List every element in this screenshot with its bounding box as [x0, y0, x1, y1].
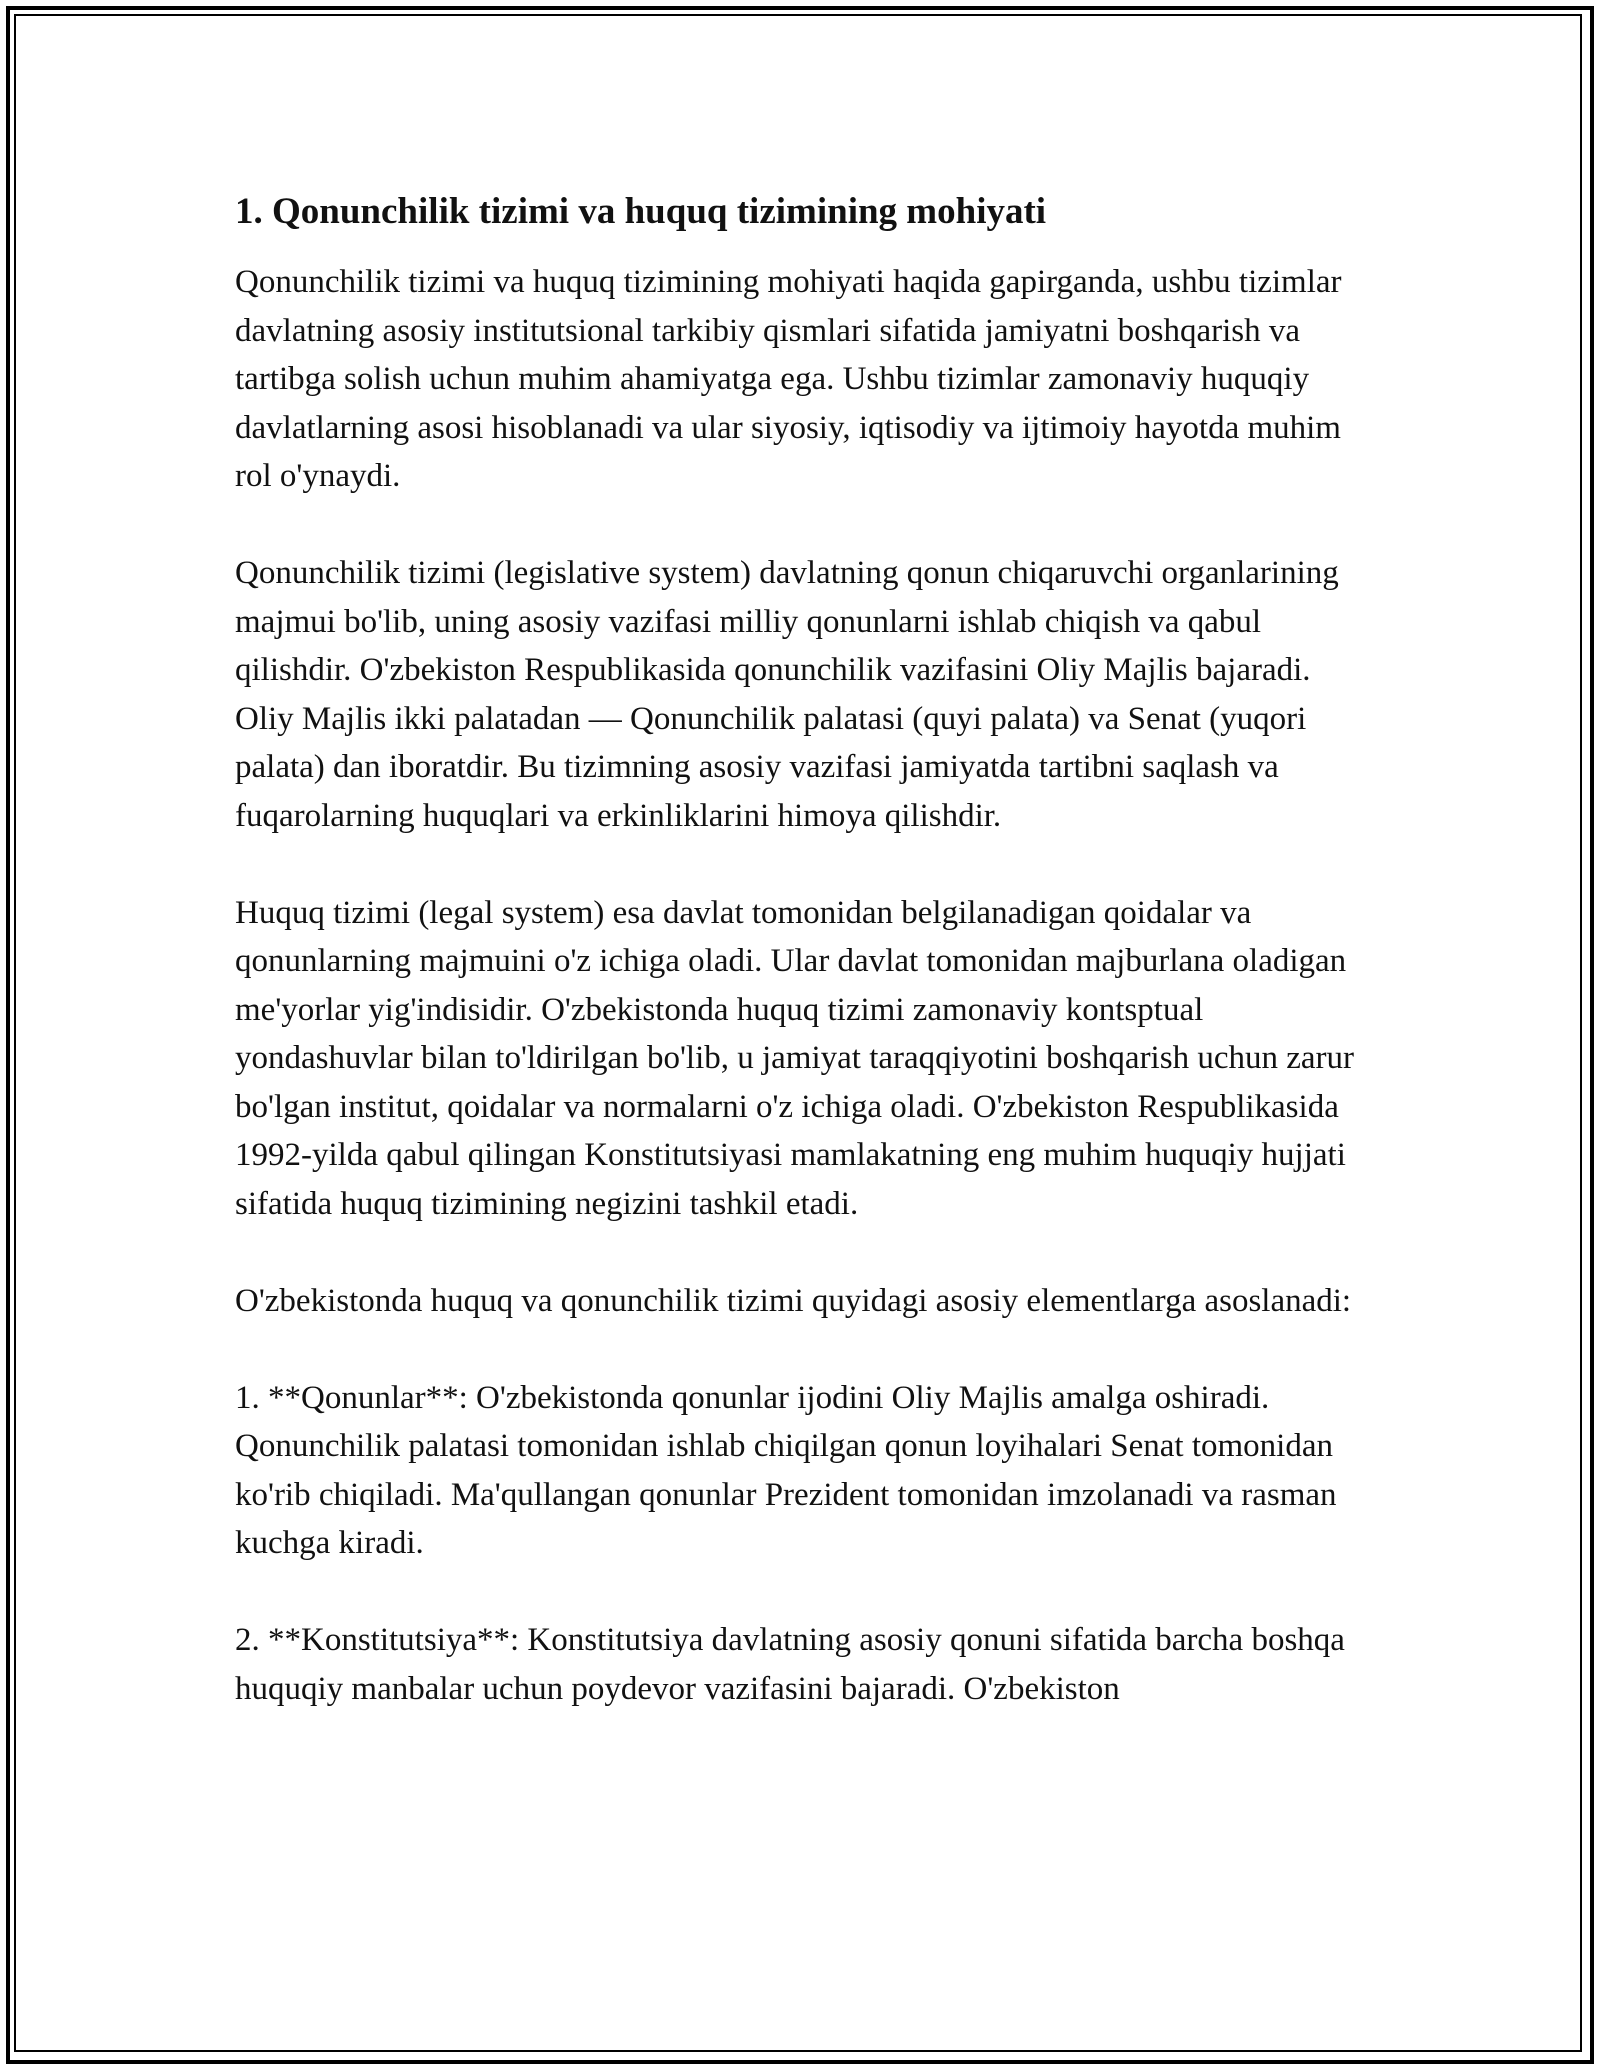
paragraph-intro: Qonunchilik tizimi va huquq tizimining mohiyati haqida gapirganda, ushbu tizimlar davlatning asosiy institutsional tarkibiy qismlari sifatida jamiyatni boshqarish va tartibga solish uchun muhim ahamiyatga ega. Ushbu tizimlar zamonaviy huquqiy davlatlarning asosi hisoblanadi va ular siyosiy, iqtisodiy va ijtimoiy hayotda muhim rol o'ynaydi.	[235, 264, 1342, 494]
document-body	[235, 188, 1375, 1713]
list-item-constitution: 2. **Konstitutsiya**: Konstitutsiya davlatning asosiy qonuni sifatida barcha boshqa huquqiy manbalar uchun poydevor vazifasini bajaradi. O'zbekiston	[235, 1622, 1345, 1707]
paragraph-legislative-system: Qonunchilik tizimi (legislative system) davlatning qonun chiqaruvchi organlarining majmui bo'lib, uning asosiy vazifasi milliy qonunlarni ishlab chiqish va qabul qilishdir. O'zbekiston Respublikasida qonunchilik vazifasini Oliy Majlis bajaradi. Oliy Majlis ikki palatadan — Qonunchilik palatasi (quyi palata) va Senat (yuqori palata) dan iboratdir. Bu tizimning asosiy vazifasi jamiyatda tartibni saqlash va fuqarolarning huquqlari va erkinliklarini himoya qilishdir.	[235, 555, 1339, 834]
paragraph-legal-system: Huquq tizimi (legal system) esa davlat tomonidan belgilanadigan qoidalar va qonunlarning majmuini o'z ichiga oladi. Ular davlat tomonidan majburlana oladigan me'yorlar yig'indisidir. O'zbekistonda huquq tizimi zamonaviy kontsptual yondashuvlar bilan to'ldirilgan bo'lib, u jamiyat taraqqiyotini boshqarish uchun zarur bo'lgan institut, qoidalar va normalarni o'z ichiga oladi. O'zbekiston Respublikasida 1992-yilda qabul qilingan Konstitutsiyasi mamlakatning eng muhim huquqiy hujjati sifatida huquq tizimining negizini tashkil etadi.	[235, 894, 1354, 1222]
paragraph-elements-intro: O'zbekistonda huquq va qonunchilik tizimi quyidagi asosiy elementlarga asoslanadi:	[235, 1282, 1352, 1319]
list-item-laws: 1. **Qonunlar**: O'zbekistonda qonunlar ijodini Oliy Majlis amalga oshiradi. Qonunchilik palatasi tomonidan ishlab chiqilgan qonun loyihalari Senat tomonidan ko'rib chiqiladi. Ma'qullangan qonunlar Prezident tomonidan imzolanadi va rasman kuchga kiradi.	[235, 1379, 1337, 1561]
section-heading: 1. Qonunchilik tizimi va huquq tizimining mohiyati	[235, 191, 1047, 232]
